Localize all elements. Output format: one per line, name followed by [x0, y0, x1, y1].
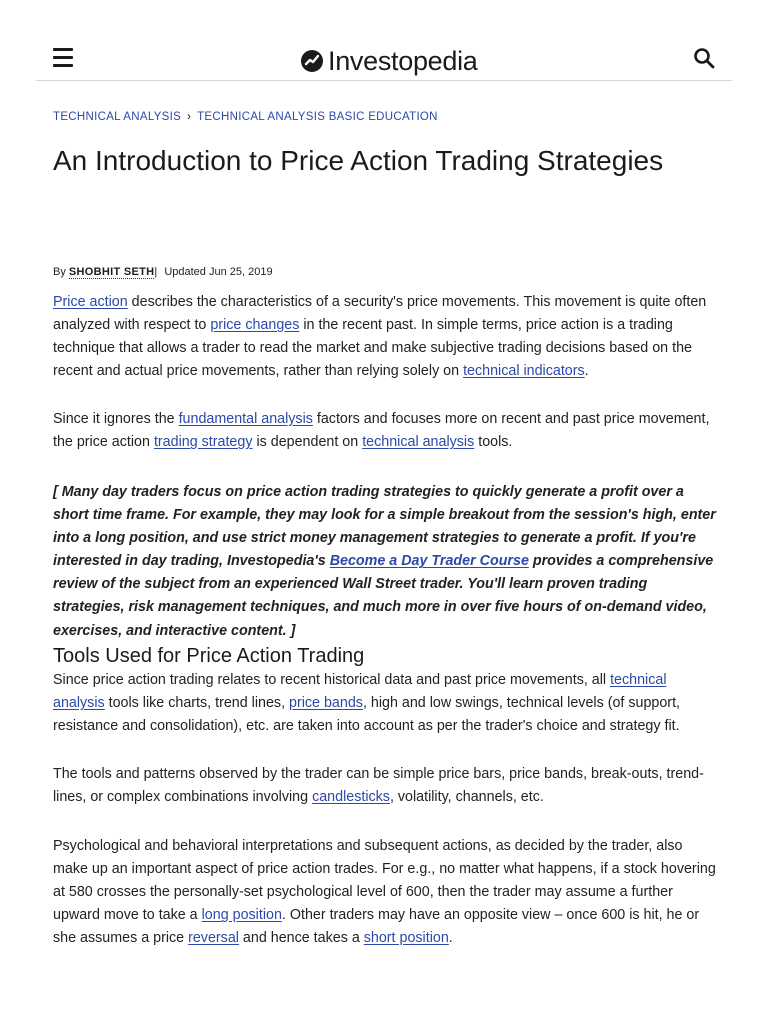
byline	[53, 266, 273, 278]
text: provides a comprehensive review of the subject from an experienced Wall Street trader. You'll learn proven trading strategies, risk management techniques, and much more in over five hours of on-demand video, exercises, and interactive content. ]	[53, 553, 714, 639]
byline-by: By	[53, 266, 66, 278]
breadcrumb-item-technical-analysis[interactable]: TECHNICAL ANALYSIS	[53, 111, 182, 123]
text: [ Many day traders focus on price action trading strategies to quickly generate a profit over a short time frame. For example, they may look for a simple breakout from the session's high, enter into a long position, and use strict money management strategies to generate a profit. If you're interested in day trading, Investopedia's	[53, 484, 716, 570]
link-day-trader-course[interactable]: Become a Day Trader Course	[329, 553, 529, 570]
link-technical-indicators[interactable]: technical indicators	[463, 363, 585, 380]
updated-date: Updated Jun 25, 2019	[164, 266, 273, 278]
paragraph-tools	[53, 669, 721, 738]
text: The tools and patterns observed by the trader can be simple price bars, price bands, break-outs, trend-lines, or complex combinations involving	[53, 766, 704, 806]
text: .	[584, 363, 589, 380]
text: and hence takes a	[238, 930, 364, 947]
link-price-bands[interactable]: price bands	[289, 695, 363, 712]
link-technical-analysis[interactable]: technical analysis	[362, 434, 475, 451]
link-reversal[interactable]: reversal	[188, 930, 239, 947]
paragraph-psychological	[53, 835, 721, 950]
text: factors and focuses more on recent and past price movement, the price action	[53, 411, 710, 451]
hamburger-menu-icon[interactable]	[53, 48, 75, 68]
link-trading-strategy[interactable]: trading strategy	[153, 434, 253, 451]
text: Since it ignores the	[53, 411, 179, 427]
logo-text: Investopedia	[328, 45, 478, 76]
text: Psychological and behavioral interpretations and subsequent actions, as decided by the trader, also make up an important aspect of price action trades. For e.g., no matter what happens, if a stock hovering at 580 crosses the personally-set psychological level of 600, then the trader may assume a further upward move to take a	[53, 838, 716, 924]
link-technical-analysis-2[interactable]: technical analysis	[53, 672, 667, 712]
text: , high and low swings, technical levels (of support, resistance and consolidation), etc. are taken into account as per the trader's choice and strategy fit.	[53, 695, 681, 735]
breadcrumb-item-technical-analysis-basic-education[interactable]: TECHNICAL ANALYSIS BASIC EDUCATION	[197, 111, 438, 123]
author-link[interactable]: SHOBHIT SETH	[68, 266, 155, 278]
link-candlesticks[interactable]: candlesticks	[312, 789, 390, 806]
paragraph-intro	[53, 291, 721, 383]
investopedia-logo[interactable]	[300, 44, 478, 78]
section-heading: Tools Used for Price Action Trading	[53, 645, 365, 667]
paragraph-fundamental	[53, 408, 721, 454]
text: , volatility, channels, etc.	[389, 789, 544, 806]
paragraph-patterns	[53, 763, 721, 809]
search-icon[interactable]	[693, 47, 715, 69]
logo-mark-icon	[300, 49, 324, 73]
text: .	[448, 930, 453, 947]
chevron-right-icon: ›	[186, 109, 192, 123]
link-fundamental-analysis[interactable]: fundamental analysis	[178, 411, 313, 427]
link-long-position[interactable]: long position	[201, 907, 282, 924]
text: in the recent past. In simple terms, price action is a trading technique that allows a trader to read the market and make subjective trading decisions based on the recent and actual price movements, rather than relying solely on	[53, 317, 692, 380]
text: tools like charts, trend lines,	[104, 695, 290, 712]
site-header	[36, 0, 732, 81]
link-short-position[interactable]: short position	[363, 930, 449, 947]
text: . Other traders may have an opposite view – once 600 is hit, he or she assumes a price	[53, 907, 700, 947]
breadcrumb	[53, 109, 438, 123]
link-price-changes[interactable]: price changes	[210, 317, 300, 334]
page-title: An Introduction to Price Action Trading Strategies	[53, 145, 664, 176]
course-promo-note	[53, 481, 721, 643]
text: tools.	[474, 434, 513, 451]
byline-divider: |	[154, 266, 158, 278]
link-price-action[interactable]: Price action	[53, 294, 128, 310]
text: describes the characteristics of a security's price movements. This movement is quite often analyzed with respect to	[53, 294, 707, 334]
text: is dependent on	[252, 434, 363, 451]
text: Since price action trading relates to recent historical data and past price movements, all	[53, 672, 611, 688]
